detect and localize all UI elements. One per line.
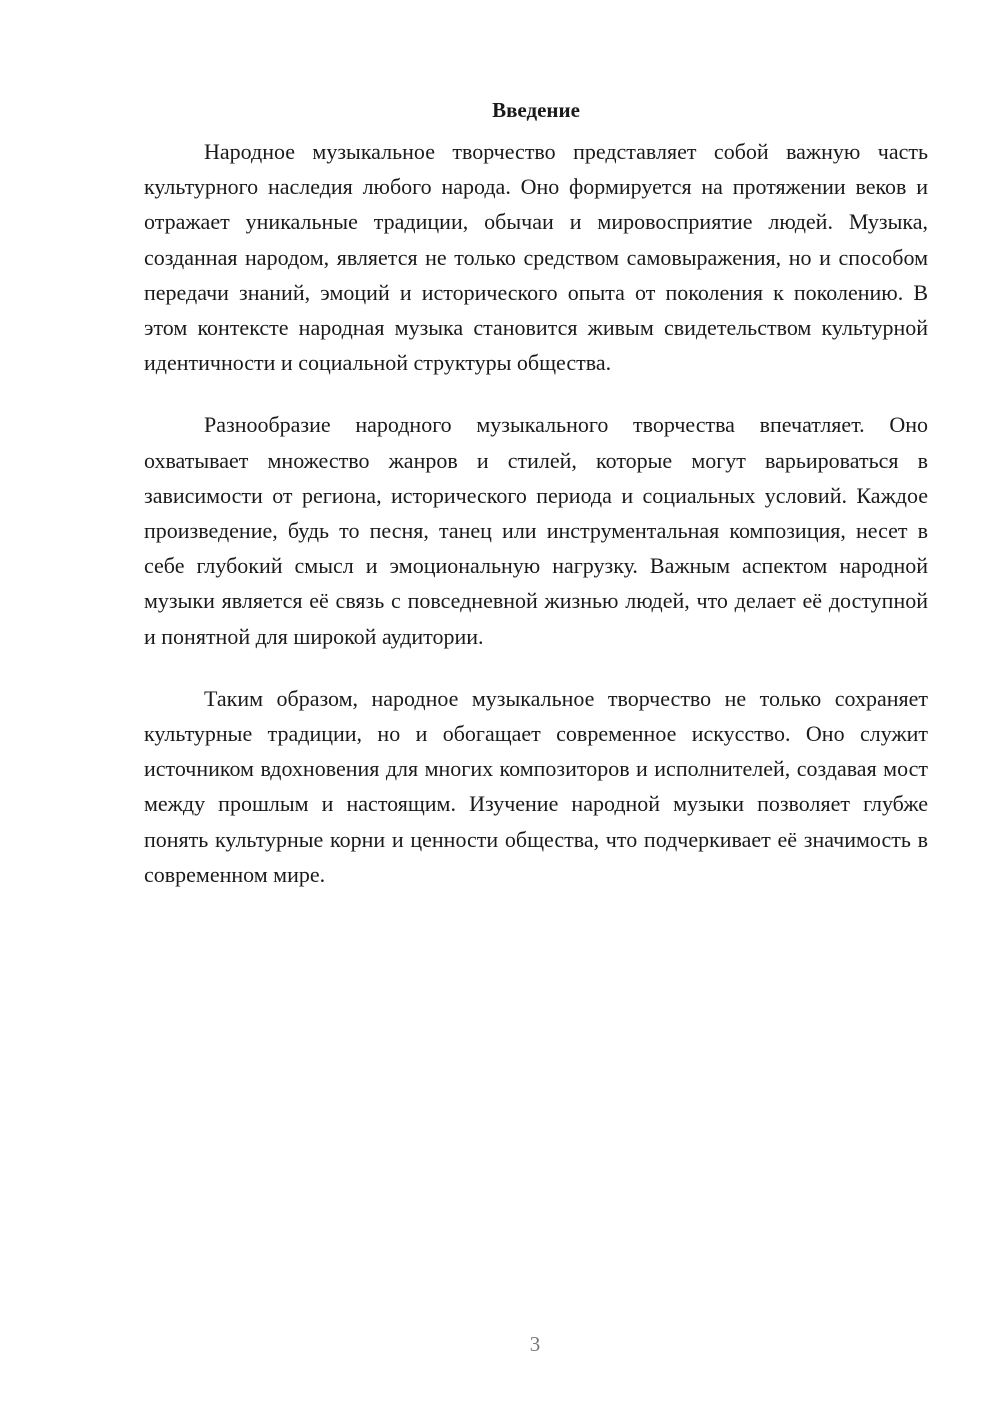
page-number: 3 xyxy=(529,1332,541,1356)
page-content xyxy=(144,92,928,919)
section-heading: Введение xyxy=(492,98,580,122)
paragraph-1: Народное музыкальное творчество представляет собой важную часть культурного наследия любого народа. Оно формируется на протяжении веков и отражает уникальные традиции, обычаи и мировосприятие людей. Музыка, созданная народом, является не только средством самовыражения, но и способом передачи знаний, эмоций и исторического опыта от поколения к поколению. В этом контексте народная музыка становится живым свидетельством культурной идентичности и социальной структуры общества. xyxy=(144,139,928,376)
paragraph-2: Разнообразие народного музыкального творчества впечатляет. Оно охватывает множество жанров и стилей, которые могут варьироваться в зависимости от региона, исторического периода и социальных условий. Каждое произведение, будь то песня, танец или инструментальная композиция, несет в себе глубокий смысл и эмоциональную нагрузку. Важным аспектом народной музыки является её связь с повседневной жизнью людей, что делает её доступной и понятной для широкой аудитории. xyxy=(144,412,928,649)
paragraph-3: Таким образом, народное музыкальное творчество не только сохраняет культурные традиции, но и обогащает современное искусство. Оно служит источником вдохновения для многих композиторов и исполнителей, создавая мост между прошлым и настоящим. Изучение народной музыки позволяет глубже понять культурные корни и ценности общества, что подчеркивает её значимость в современном мире. xyxy=(144,685,928,887)
